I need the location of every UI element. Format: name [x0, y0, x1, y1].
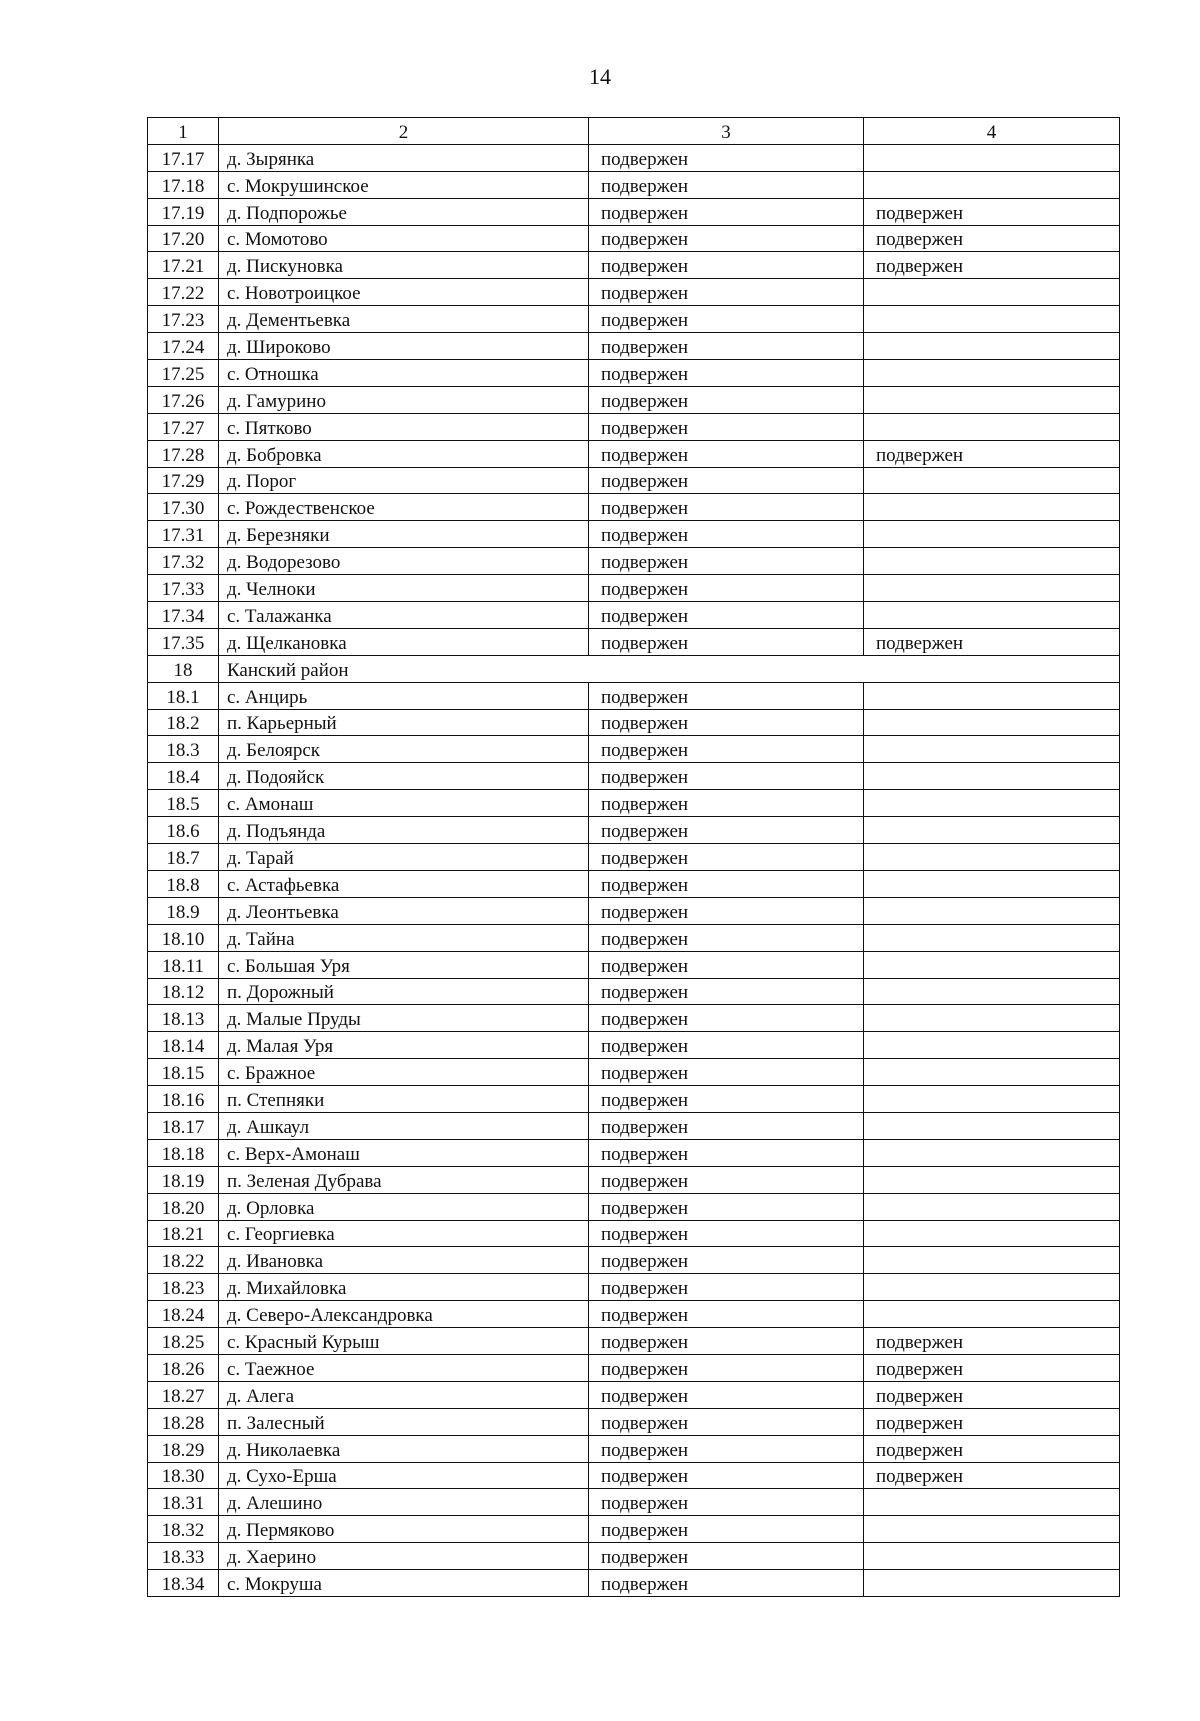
column-3-cell: подвержен: [589, 1328, 864, 1355]
column-4-cell: [864, 1301, 1120, 1328]
row-number-cell: 18.2: [148, 709, 219, 736]
column-4-cell: [864, 924, 1120, 951]
column-3-cell: подвержен: [589, 1462, 864, 1489]
settlement-name-cell: д. Щелкановка: [219, 628, 589, 655]
row-number-cell: 17.20: [148, 225, 219, 252]
column-3-cell: подвержен: [589, 360, 864, 387]
settlement-name-cell: д. Ивановка: [219, 1247, 589, 1274]
settlement-name-cell: д. Николаевка: [219, 1435, 589, 1462]
column-3-cell: подвержен: [589, 1139, 864, 1166]
column-3-cell: подвержен: [589, 763, 864, 790]
settlement-name-cell: д. Водорезово: [219, 548, 589, 575]
settlement-name-cell: д. Орловка: [219, 1193, 589, 1220]
table-row: [148, 763, 1120, 790]
table-row: [148, 1059, 1120, 1086]
column-4-cell: [864, 817, 1120, 844]
column-4-cell: [864, 171, 1120, 198]
column-3-cell: подвержен: [589, 306, 864, 333]
settlement-name-cell: п. Карьерный: [219, 709, 589, 736]
settlement-name-cell: д. Хаерино: [219, 1543, 589, 1570]
column-4-cell: подвержен: [864, 225, 1120, 252]
row-number-cell: 18.13: [148, 1005, 219, 1032]
column-4-cell: [864, 413, 1120, 440]
column-4-cell: [864, 1247, 1120, 1274]
column-4-cell: [864, 1086, 1120, 1113]
column-3-cell: подвержен: [589, 1086, 864, 1113]
column-3-cell: подвержен: [589, 844, 864, 871]
section-row: [148, 655, 1120, 682]
table-row: [148, 171, 1120, 198]
column-3-cell: подвержен: [589, 870, 864, 897]
settlement-name-cell: д. Бобровка: [219, 440, 589, 467]
settlement-name-cell: с. Мокруша: [219, 1570, 589, 1597]
column-3-cell: подвержен: [589, 1274, 864, 1301]
row-number-cell: 18.7: [148, 844, 219, 871]
row-number-cell: 18.17: [148, 1112, 219, 1139]
settlement-name-cell: д. Тарай: [219, 844, 589, 871]
column-3-cell: подвержен: [589, 575, 864, 602]
row-number-cell: 18.28: [148, 1408, 219, 1435]
table-row: [148, 225, 1120, 252]
column-4-cell: [864, 1489, 1120, 1516]
column-4-cell: [864, 548, 1120, 575]
settlement-name-cell: д. Михайловка: [219, 1274, 589, 1301]
column-3-cell: подвержен: [589, 1059, 864, 1086]
column-4-cell: [864, 144, 1120, 171]
column-4-cell: подвержен: [864, 1408, 1120, 1435]
row-number-cell: 18.8: [148, 870, 219, 897]
row-number-cell: 18.19: [148, 1166, 219, 1193]
table-row: [148, 494, 1120, 521]
table-row: [148, 978, 1120, 1005]
column-4-cell: подвержен: [864, 198, 1120, 225]
table-row: [148, 467, 1120, 494]
row-number-cell: 18.25: [148, 1328, 219, 1355]
settlement-name-cell: д. Подояйск: [219, 763, 589, 790]
column-4-cell: [864, 1220, 1120, 1247]
settlement-name-cell: д. Зырянка: [219, 144, 589, 171]
column-4-cell: [864, 333, 1120, 360]
row-number-cell: 18.26: [148, 1354, 219, 1381]
settlement-name-cell: с. Талажанка: [219, 602, 589, 629]
column-4-cell: подвержен: [864, 628, 1120, 655]
row-number-cell: 17.24: [148, 333, 219, 360]
column-3-cell: подвержен: [589, 924, 864, 951]
table-row: [148, 144, 1120, 171]
header-cell-4: 4: [864, 118, 1120, 145]
table-row: [148, 386, 1120, 413]
table-row: [148, 736, 1120, 763]
column-3-cell: подвержен: [589, 1301, 864, 1328]
row-number-cell: 18.27: [148, 1381, 219, 1408]
column-4-cell: [864, 1516, 1120, 1543]
settlement-name-cell: с. Красный Курыш: [219, 1328, 589, 1355]
column-4-cell: [864, 1274, 1120, 1301]
column-4-cell: подвержен: [864, 1462, 1120, 1489]
settlement-name-cell: п. Дорожный: [219, 978, 589, 1005]
column-4-cell: [864, 709, 1120, 736]
settlement-name-cell: с. Бражное: [219, 1059, 589, 1086]
table-row: [148, 575, 1120, 602]
table-row: [148, 252, 1120, 279]
table-row: [148, 1516, 1120, 1543]
row-number-cell: 17.21: [148, 252, 219, 279]
row-number-cell: 17.35: [148, 628, 219, 655]
settlement-name-cell: д. Ашкаул: [219, 1112, 589, 1139]
settlement-name-cell: с. Верх-Амонаш: [219, 1139, 589, 1166]
row-number-cell: 17.22: [148, 279, 219, 306]
settlement-name-cell: д. Северо-Александровка: [219, 1301, 589, 1328]
table-row: [148, 521, 1120, 548]
row-number-cell: 18.34: [148, 1570, 219, 1597]
settlement-name-cell: д. Дементьевка: [219, 306, 589, 333]
table-row: [148, 790, 1120, 817]
settlement-name-cell: с. Отношка: [219, 360, 589, 387]
settlement-name-cell: п. Зеленая Дубрава: [219, 1166, 589, 1193]
column-3-cell: подвержен: [589, 1435, 864, 1462]
settlement-name-cell: д. Подъянда: [219, 817, 589, 844]
settlement-name-cell: с. Мокрушинское: [219, 171, 589, 198]
table-row: [148, 1112, 1120, 1139]
settlement-name-cell: с. Большая Уря: [219, 951, 589, 978]
settlement-name-cell: с. Новотроицкое: [219, 279, 589, 306]
column-3-cell: подвержен: [589, 252, 864, 279]
column-4-cell: [864, 763, 1120, 790]
row-number-cell: 18.16: [148, 1086, 219, 1113]
header-cell-3: 3: [589, 118, 864, 145]
table-row: [148, 1193, 1120, 1220]
column-4-cell: [864, 306, 1120, 333]
table-row: [148, 1247, 1120, 1274]
table-row: [148, 1328, 1120, 1355]
settlement-name-cell: д. Порог: [219, 467, 589, 494]
settlement-name-cell: п. Степняки: [219, 1086, 589, 1113]
row-number-cell: 17.27: [148, 413, 219, 440]
page-number: 14: [589, 64, 611, 89]
settlement-name-cell: с. Анцирь: [219, 682, 589, 709]
row-number-cell: 17.31: [148, 521, 219, 548]
column-4-cell: [864, 1005, 1120, 1032]
column-3-cell: подвержен: [589, 897, 864, 924]
column-4-cell: подвержен: [864, 1381, 1120, 1408]
table-row: [148, 1435, 1120, 1462]
row-number-cell: 17.26: [148, 386, 219, 413]
table-row: [148, 360, 1120, 387]
row-number-cell: 18.3: [148, 736, 219, 763]
column-4-cell: [864, 575, 1120, 602]
row-number-cell: 18.10: [148, 924, 219, 951]
settlement-name-cell: д. Тайна: [219, 924, 589, 951]
column-3-cell: подвержен: [589, 1543, 864, 1570]
row-number-cell: 17.18: [148, 171, 219, 198]
row-number-cell: 18.32: [148, 1516, 219, 1543]
row-number-cell: 18.20: [148, 1193, 219, 1220]
column-3-cell: подвержен: [589, 736, 864, 763]
column-4-cell: [864, 1139, 1120, 1166]
column-4-cell: [864, 1166, 1120, 1193]
table-row: [148, 844, 1120, 871]
row-number-cell: 18.15: [148, 1059, 219, 1086]
table-row: [148, 1408, 1120, 1435]
column-4-cell: [864, 1032, 1120, 1059]
table-row: [148, 1166, 1120, 1193]
row-number-cell: 17.25: [148, 360, 219, 387]
settlement-name-cell: д. Березняки: [219, 521, 589, 548]
column-4-cell: [864, 1059, 1120, 1086]
row-number-cell: 18.9: [148, 897, 219, 924]
table-row: [148, 1543, 1120, 1570]
table-row: [148, 440, 1120, 467]
row-number-cell: 18.31: [148, 1489, 219, 1516]
column-3-cell: подвержен: [589, 1247, 864, 1274]
column-4-cell: подвержен: [864, 252, 1120, 279]
table-row: [148, 1086, 1120, 1113]
row-number-cell: 18.18: [148, 1139, 219, 1166]
column-3-cell: подвержен: [589, 279, 864, 306]
column-4-cell: подвержен: [864, 1328, 1120, 1355]
column-4-cell: [864, 602, 1120, 629]
settlement-name-cell: д. Сухо-Ерша: [219, 1462, 589, 1489]
settlement-name-cell: д. Подпорожье: [219, 198, 589, 225]
column-3-cell: подвержен: [589, 144, 864, 171]
table-row: [148, 1381, 1120, 1408]
column-3-cell: подвержен: [589, 1005, 864, 1032]
settlement-name-cell: с. Таежное: [219, 1354, 589, 1381]
column-3-cell: подвержен: [589, 1354, 864, 1381]
column-4-cell: [864, 870, 1120, 897]
column-3-cell: подвержен: [589, 1032, 864, 1059]
row-number-cell: 18.30: [148, 1462, 219, 1489]
column-4-cell: [864, 1193, 1120, 1220]
column-3-cell: подвержен: [589, 521, 864, 548]
table-row: [148, 1274, 1120, 1301]
table-row: [148, 682, 1120, 709]
settlement-name-cell: д. Пискуновка: [219, 252, 589, 279]
table-row: [148, 924, 1120, 951]
column-3-cell: подвержен: [589, 413, 864, 440]
column-3-cell: подвержен: [589, 709, 864, 736]
row-number-cell: 18.5: [148, 790, 219, 817]
column-3-cell: подвержен: [589, 1408, 864, 1435]
column-4-cell: подвержен: [864, 440, 1120, 467]
column-3-cell: подвержен: [589, 1220, 864, 1247]
row-number-cell: 17.19: [148, 198, 219, 225]
column-3-cell: подвержен: [589, 951, 864, 978]
column-3-cell: подвержен: [589, 1489, 864, 1516]
row-number-cell: 17.29: [148, 467, 219, 494]
row-number-cell: 17.33: [148, 575, 219, 602]
column-3-cell: подвержен: [589, 790, 864, 817]
table-row: [148, 333, 1120, 360]
row-number-cell: 18.29: [148, 1435, 219, 1462]
column-4-cell: подвержен: [864, 1354, 1120, 1381]
table-row: [148, 628, 1120, 655]
row-number-cell: 18.21: [148, 1220, 219, 1247]
column-4-cell: [864, 897, 1120, 924]
row-number-cell: 17.28: [148, 440, 219, 467]
settlement-name-cell: д. Широково: [219, 333, 589, 360]
table-row: [148, 1489, 1120, 1516]
column-4-cell: [864, 494, 1120, 521]
column-4-cell: [864, 521, 1120, 548]
table-row: [148, 1032, 1120, 1059]
column-4-cell: [864, 386, 1120, 413]
table-row: [148, 602, 1120, 629]
table-row: [148, 897, 1120, 924]
column-3-cell: подвержен: [589, 602, 864, 629]
column-3-cell: подвержен: [589, 386, 864, 413]
settlement-name-cell: д. Малые Пруды: [219, 1005, 589, 1032]
row-number-cell: 18.12: [148, 978, 219, 1005]
table-row: [148, 709, 1120, 736]
column-3-cell: подвержен: [589, 198, 864, 225]
row-number-cell: 17.17: [148, 144, 219, 171]
settlement-name-cell: д. Леонтьевка: [219, 897, 589, 924]
column-3-cell: подвержен: [589, 817, 864, 844]
table-row: [148, 1570, 1120, 1597]
table-row: [148, 198, 1120, 225]
table-row: [148, 548, 1120, 575]
column-3-cell: подвержен: [589, 548, 864, 575]
column-4-cell: подвержен: [864, 1435, 1120, 1462]
settlement-name-cell: с. Георгиевка: [219, 1220, 589, 1247]
column-4-cell: [864, 467, 1120, 494]
settlement-name-cell: д. Белоярск: [219, 736, 589, 763]
row-number-cell: 18.23: [148, 1274, 219, 1301]
settlement-name-cell: с. Амонаш: [219, 790, 589, 817]
table-row: [148, 870, 1120, 897]
settlement-name-cell: с. Астафьевка: [219, 870, 589, 897]
table-row: [148, 279, 1120, 306]
header-cell-2: 2: [219, 118, 589, 145]
settlement-name-cell: д. Челноки: [219, 575, 589, 602]
table-row: [148, 1301, 1120, 1328]
settlement-name-cell: с. Рождественское: [219, 494, 589, 521]
table-row: [148, 1220, 1120, 1247]
settlement-name-cell: д. Алешино: [219, 1489, 589, 1516]
column-3-cell: подвержен: [589, 494, 864, 521]
table-row: [148, 413, 1120, 440]
column-4-cell: [864, 279, 1120, 306]
row-number-cell: 17.30: [148, 494, 219, 521]
row-number-cell: 18.1: [148, 682, 219, 709]
column-3-cell: подвержен: [589, 1166, 864, 1193]
table-body: [148, 118, 1120, 1597]
column-3-cell: подвержен: [589, 1516, 864, 1543]
settlement-name-cell: д. Пермяково: [219, 1516, 589, 1543]
settlement-name-cell: д. Алега: [219, 1381, 589, 1408]
column-4-cell: [864, 736, 1120, 763]
row-number-cell: 18.11: [148, 951, 219, 978]
row-number-cell: 18.24: [148, 1301, 219, 1328]
column-4-cell: [864, 360, 1120, 387]
row-number-cell: 18.22: [148, 1247, 219, 1274]
table-row: [148, 1139, 1120, 1166]
row-number-cell: 18.6: [148, 817, 219, 844]
column-3-cell: подвержен: [589, 978, 864, 1005]
district-name-cell: Канский район: [219, 655, 1120, 682]
settlement-name-cell: д. Гамурино: [219, 386, 589, 413]
column-3-cell: подвержен: [589, 628, 864, 655]
row-number-cell: 18.14: [148, 1032, 219, 1059]
table-row: [148, 817, 1120, 844]
settlement-name-cell: п. Залесный: [219, 1408, 589, 1435]
settlement-name-cell: с. Пятково: [219, 413, 589, 440]
column-3-cell: подвержен: [589, 682, 864, 709]
header-cell-1: 1: [148, 118, 219, 145]
column-4-cell: [864, 1570, 1120, 1597]
table-row: [148, 951, 1120, 978]
column-4-cell: [864, 1112, 1120, 1139]
column-4-cell: [864, 844, 1120, 871]
column-3-cell: подвержен: [589, 1381, 864, 1408]
column-3-cell: подвержен: [589, 440, 864, 467]
header-row: [148, 118, 1120, 145]
table-row: [148, 1354, 1120, 1381]
column-3-cell: подвержен: [589, 333, 864, 360]
settlement-name-cell: д. Малая Уря: [219, 1032, 589, 1059]
table-row: [148, 1462, 1120, 1489]
column-4-cell: [864, 951, 1120, 978]
table-row: [148, 306, 1120, 333]
row-number-cell: 17.34: [148, 602, 219, 629]
column-3-cell: подвержен: [589, 1112, 864, 1139]
column-3-cell: подвержен: [589, 1193, 864, 1220]
column-3-cell: подвержен: [589, 171, 864, 198]
column-4-cell: [864, 978, 1120, 1005]
settlements-table: [147, 117, 1120, 1597]
table-row: [148, 1005, 1120, 1032]
column-4-cell: [864, 1543, 1120, 1570]
column-4-cell: [864, 790, 1120, 817]
column-3-cell: подвержен: [589, 1570, 864, 1597]
column-3-cell: подвержен: [589, 225, 864, 252]
row-number-cell: 18.33: [148, 1543, 219, 1570]
row-number-cell: 17.32: [148, 548, 219, 575]
row-number-cell: 18.4: [148, 763, 219, 790]
row-number-cell: 17.23: [148, 306, 219, 333]
settlement-name-cell: с. Момотово: [219, 225, 589, 252]
column-4-cell: [864, 682, 1120, 709]
row-number-cell: 18: [148, 655, 219, 682]
column-3-cell: подвержен: [589, 467, 864, 494]
